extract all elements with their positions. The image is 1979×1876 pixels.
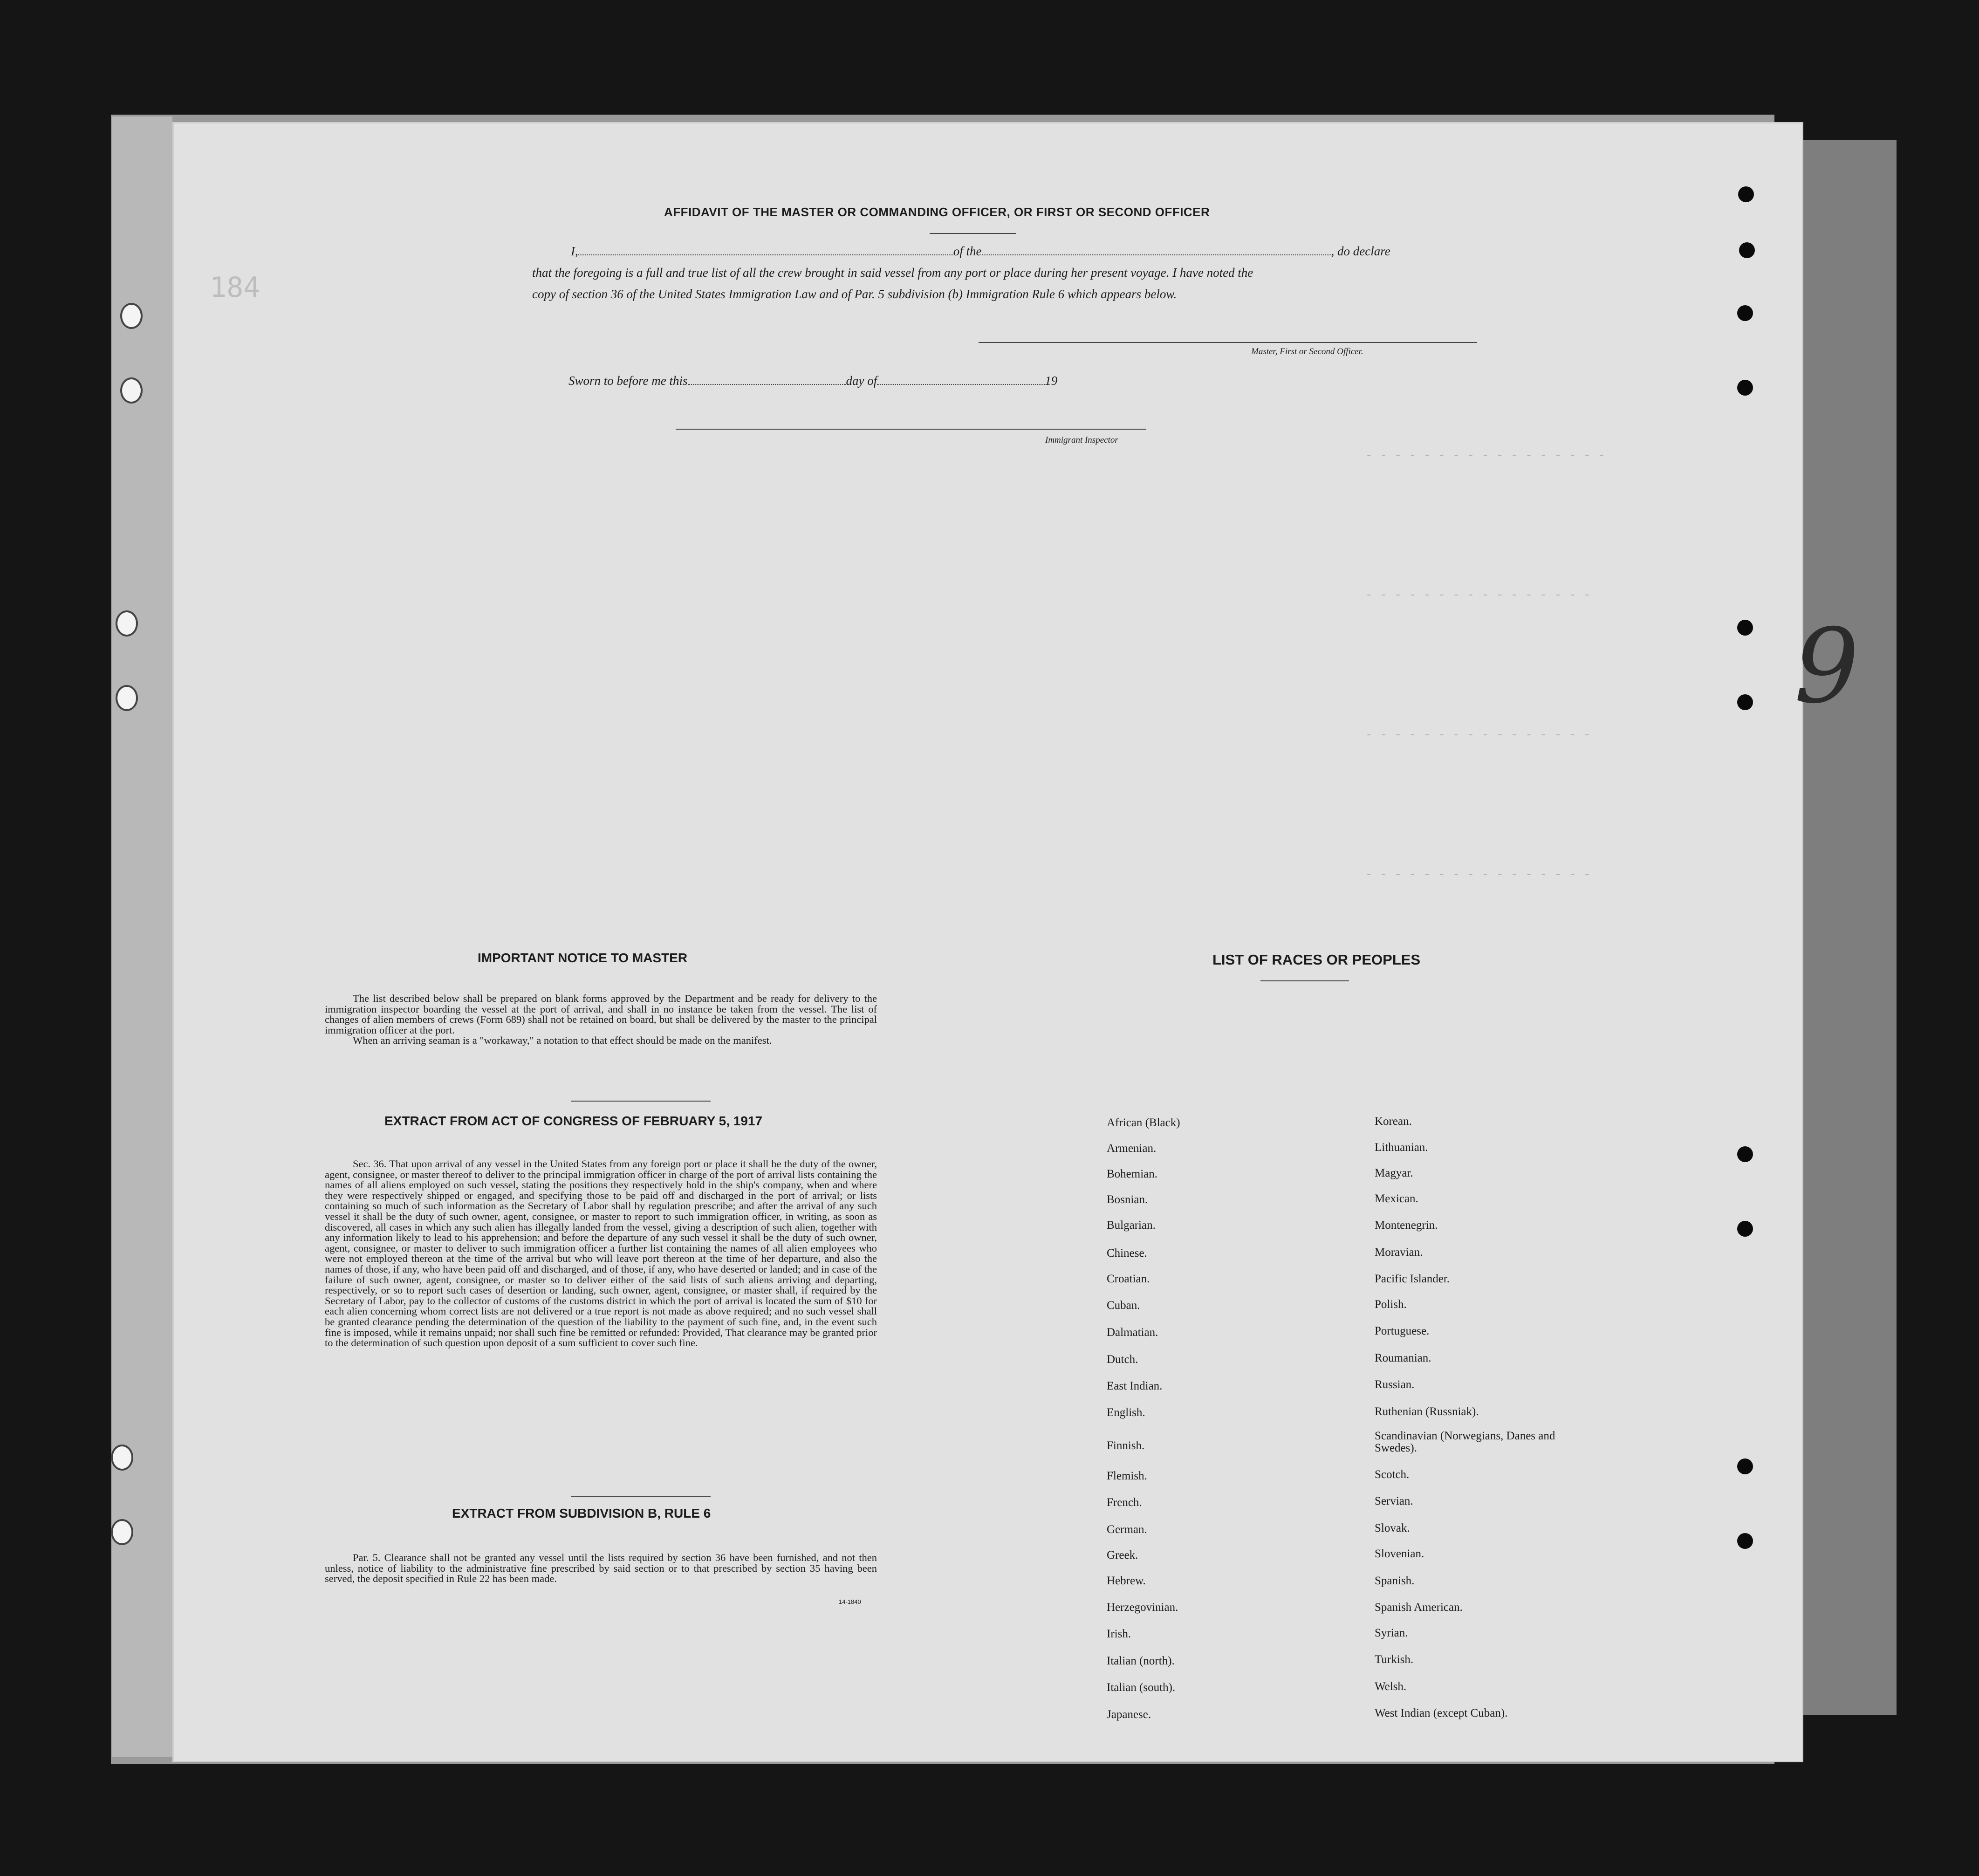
race-item: Magyar. bbox=[1375, 1167, 1413, 1179]
races-title: LIST OF RACES OR PEOPLES bbox=[1212, 952, 1421, 968]
vessel-blank bbox=[982, 254, 1331, 255]
notice-title: IMPORTANT NOTICE TO MASTER bbox=[478, 951, 688, 965]
binder-hole bbox=[1737, 694, 1753, 710]
notice-paragraph-2: When an arriving seaman is a "workaway," a notation to that effect should be made on the manifest. bbox=[353, 1034, 772, 1047]
binder-hole bbox=[111, 1519, 133, 1545]
race-item: Japanese. bbox=[1107, 1708, 1151, 1721]
binder-hole bbox=[1737, 620, 1753, 636]
declare-line-2: that the foregoing is a full and true list of all the crew brought in said vessel from any port or place during her present voyage. I have noted the bbox=[532, 266, 1253, 280]
section-rule bbox=[571, 1101, 711, 1102]
bleed-through-text: - - - - - - - - - - - - - - - - bbox=[1365, 728, 1591, 742]
race-item: Flemish. bbox=[1107, 1470, 1147, 1482]
race-item: Spanish American. bbox=[1375, 1601, 1463, 1614]
race-item: Slovenian. bbox=[1375, 1547, 1424, 1560]
race-item: Dutch. bbox=[1107, 1353, 1138, 1366]
binder-hole bbox=[1737, 380, 1753, 396]
race-item: Herzegovinian. bbox=[1107, 1601, 1178, 1614]
binder-hole bbox=[1739, 242, 1755, 258]
race-item: Hebrew. bbox=[1107, 1575, 1146, 1587]
extract-rule-body: Par. 5. Clearance shall not be granted any vessel until the lists required by section 36 have been furnished, and not then unless, notice of liability to the administrative fine prescribed by said section or to that prescribed by section 35 having been served, the deposit specified in Rule 22 has been made. bbox=[325, 1552, 877, 1585]
race-item: Italian (north). bbox=[1107, 1655, 1175, 1667]
race-item: Dalmatian. bbox=[1107, 1326, 1158, 1339]
race-item: Ruthenian (Russniak). bbox=[1375, 1405, 1479, 1418]
bleed-through-text: - - - - - - - - - - - - - - - - bbox=[1365, 588, 1591, 602]
race-item: Cuban. bbox=[1107, 1299, 1140, 1312]
race-item: Turkish. bbox=[1375, 1653, 1414, 1666]
extract-act-title: EXTRACT FROM ACT OF CONGRESS OF FEBRUARY 5, 1917 bbox=[384, 1114, 763, 1128]
sworn-year: 19 bbox=[1045, 374, 1058, 388]
declare-end: , do declare bbox=[1331, 244, 1390, 258]
binder-hole bbox=[1737, 1221, 1753, 1237]
race-item: Scandinavian (Norwegians, Danes and Swedes). bbox=[1375, 1430, 1555, 1454]
sworn-line bbox=[568, 374, 1057, 388]
race-item: Italian (south). bbox=[1107, 1681, 1176, 1694]
handwritten-page-mark: 9 bbox=[1794, 607, 1859, 726]
race-item: Mexican. bbox=[1375, 1192, 1418, 1205]
inspector-label: Immigrant Inspector bbox=[1045, 435, 1118, 445]
race-item: Slovak. bbox=[1375, 1522, 1410, 1534]
handwritten-corner-number: 184 bbox=[210, 271, 260, 304]
race-item: Korean. bbox=[1375, 1115, 1412, 1128]
race-item: Bohemian. bbox=[1107, 1168, 1158, 1180]
race-item: Greek. bbox=[1107, 1549, 1138, 1561]
race-item: Chinese. bbox=[1107, 1247, 1147, 1260]
extract-act-body: Sec. 36. That upon arrival of any vessel in the United States from any foreign port or place it shall be the duty of the owner, agent, consignee, or master thereof to deliver to the principal immigration officer in charge of the port of arrival lists containing the names of all aliens employed on such vessel, stating the positions they respectively hold in the ship's company, when and where they were respectively shipped or engaged, and specifying those to be paid off and discharged in the port of arrival; or lists containing so much of such information as the Secretary of Labor shall by regulation prescribe; and after the arrival of any such vessel it shall be the duty of such owner, agent, consignee, or master to report to such immigration officer, in writing, as soon as discovered, all cases in which any such alien has illegally landed from the vessel, giving a description of such alien, together with any information likely to lead to his apprehension; and before the departure of any such vessel it shall be the duty of such owner, agent, consignee, or master to deliver to such immigration officer a further list containing the names of all alien employees who were not employed thereon at the time of the arrival but who will leave port thereon at the time of her departure, and also the names of those, if any, who have been paid off and discharged, and of those, if any, who have deserted or landed; and in case of the failure of such owner, agent, consignee, or master so to deliver either of the said lists of such aliens arriving and departing, respectively, or so to report such cases of desertion or landing, such owner, agent, consignee, or master shall, if required by the Secretary of Labor, pay to the collector of customs of the customs district in which the port of arrival is located the sum of $10 for each alien concerning whom correct lists are not delivered or a true report is not made as above required; and no such vessel shall be granted clearance pending the determination of the question of the liability to the payment of such fine, and, in the event such fine is imposed, while it remains unpaid; nor shall such fine be remitted or refunded: Provided, That clearance may be granted prior to the determination of such question upon deposit of a sum sufficient to cover such fine. bbox=[325, 1158, 877, 1349]
race-item: Finnish. bbox=[1107, 1439, 1145, 1452]
declare-line-3: copy of section 36 of the United States Immigration Law and of Par. 5 subdivision (b) Immigration Rule 6 which appears below. bbox=[532, 287, 1177, 301]
left-sheet-edge bbox=[112, 116, 172, 1757]
form-number: 14-1840 bbox=[839, 1598, 861, 1605]
binder-hole bbox=[116, 685, 138, 711]
race-item: Bulgarian. bbox=[1107, 1219, 1156, 1232]
race-item: Armenian. bbox=[1107, 1142, 1157, 1155]
race-item: Croatian. bbox=[1107, 1273, 1150, 1285]
day-blank bbox=[688, 384, 846, 385]
binder-hole bbox=[111, 1445, 133, 1471]
race-item: Portuguese. bbox=[1375, 1325, 1430, 1337]
race-item: French. bbox=[1107, 1496, 1142, 1509]
binder-hole bbox=[116, 610, 138, 637]
race-item: Montenegrin. bbox=[1375, 1219, 1438, 1232]
race-item: Welsh. bbox=[1375, 1680, 1407, 1693]
sworn-mid: day of bbox=[846, 374, 877, 388]
race-item: Spanish. bbox=[1375, 1575, 1415, 1587]
race-item: Irish. bbox=[1107, 1628, 1131, 1640]
race-item: Polish. bbox=[1375, 1298, 1407, 1311]
section-rule bbox=[571, 1496, 711, 1497]
races-title-rule bbox=[1260, 980, 1349, 981]
notice-paragraph-1: The list described below shall be prepared on blank forms approved by the Department and be ready for delivery to the immigration inspector boarding the vessel at the port of arrival, and shall in no instance be taken from the vessel. The list of changes of alien members of crews (Form 689) shall not be retained on board, but shall be delivered by the master to the principal immigration officer at the port. bbox=[325, 993, 877, 1036]
binder-hole bbox=[1737, 1533, 1753, 1549]
race-item: Moravian. bbox=[1375, 1246, 1423, 1259]
declare-start: I, bbox=[571, 244, 578, 258]
title-rule bbox=[930, 233, 1016, 234]
declare-line bbox=[571, 244, 1390, 259]
race-item: Pacific Islander. bbox=[1375, 1273, 1450, 1285]
binder-hole bbox=[1738, 186, 1754, 202]
month-blank bbox=[877, 384, 1045, 385]
master-signature-label: Master, First or Second Officer. bbox=[1251, 347, 1363, 356]
master-signature-line bbox=[979, 342, 1477, 343]
race-item: East Indian. bbox=[1107, 1380, 1163, 1392]
binder-hole bbox=[120, 377, 143, 404]
race-item: Roumanian. bbox=[1375, 1352, 1431, 1364]
binder-hole bbox=[120, 303, 143, 329]
notice-body bbox=[325, 993, 877, 1046]
race-item: English. bbox=[1107, 1406, 1145, 1419]
binder-hole bbox=[1737, 1146, 1753, 1162]
extract-rule-title: EXTRACT FROM SUBDIVISION B, RULE 6 bbox=[452, 1506, 711, 1520]
race-item: German. bbox=[1107, 1523, 1147, 1536]
binder-hole bbox=[1737, 305, 1753, 321]
name-blank bbox=[578, 254, 953, 255]
binder-hole bbox=[1737, 1458, 1753, 1474]
race-item: Russian. bbox=[1375, 1378, 1415, 1391]
race-item: Bosnian. bbox=[1107, 1193, 1148, 1206]
race-item: Lithuanian. bbox=[1375, 1141, 1428, 1154]
bleed-through-text: - - - - - - - - - - - - - - - - - bbox=[1365, 448, 1605, 462]
bleed-through-text: - - - - - - - - - - - - - - - - bbox=[1365, 868, 1591, 882]
race-item: African (Black) bbox=[1107, 1116, 1180, 1129]
affidavit-title: AFFIDAVIT OF THE MASTER OR COMMANDING OFFICER, OR FIRST OR SECOND OFFICER bbox=[664, 205, 1210, 219]
race-item: Servian. bbox=[1375, 1495, 1413, 1507]
declare-mid: of the bbox=[953, 244, 982, 258]
inspector-signature-line bbox=[676, 429, 1146, 430]
race-item: West Indian (except Cuban). bbox=[1375, 1707, 1508, 1719]
race-item: Syrian. bbox=[1375, 1627, 1408, 1639]
sworn-start: Sworn to before me this bbox=[568, 374, 688, 388]
race-item: Scotch. bbox=[1375, 1468, 1410, 1481]
form-page bbox=[172, 122, 1859, 1762]
